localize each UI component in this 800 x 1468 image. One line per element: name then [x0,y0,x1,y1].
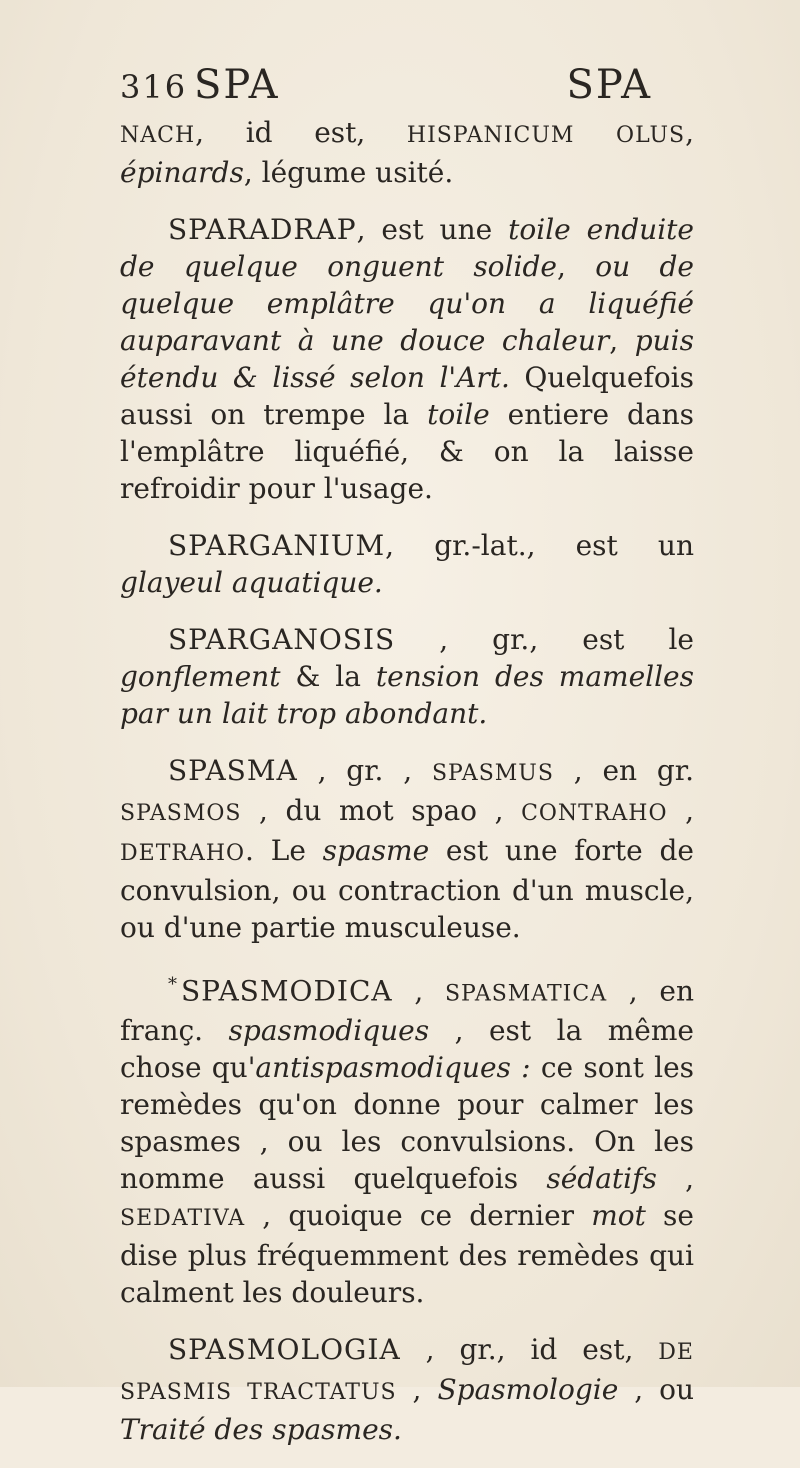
entry-text: , [392,974,445,1008]
entry-text: , gr.-lat., est un [385,529,694,562]
entry-text: , gr., id est, [400,1333,659,1367]
entry-nach [120,114,694,191]
page-number: 316 [120,68,188,106]
italic-term: toile enduite de quelque onguent solide [120,213,694,283]
entry-headword: SPARADRAP [168,213,357,246]
entry-text: ce sont les remèdes qu'on donne pour calmer les spasmes , ou les convulsions. On les nomme aussi quelquefois [120,1051,695,1196]
italic-term: puis étendu & lissé selon l'Art. [120,324,694,394]
entry-text: & la [280,660,376,693]
italic-term: sédatifs [546,1162,657,1196]
entry-headword: SPARGANIUM [168,529,386,562]
italic-term: Spasmologie [437,1373,619,1407]
entry-text: , du mot spao , [241,794,522,827]
italic-term: spasme [322,834,430,867]
entry-text: , est la même chose qu' [120,1014,694,1085]
entry-text: , [667,794,694,827]
italic-term: tension des mamelles par un lait trop abondant. [120,660,694,730]
entry-text: Quelquefois aussi on trempe la [120,361,694,431]
entry-text: est une forte de convulsion, ou contraction d'un muscle, ou d'une partie musculeuse. [120,834,694,944]
italic-term: ou de quelque emplâtre qu'on a liquéfié auparavant à une douce chaleur [120,250,694,357]
entry-text: , gr., est le [395,623,694,656]
italic-term: mot [591,1199,646,1233]
entry-text: , quoique ce dernier [245,1199,592,1233]
small-caps-term: SPASMUS [431,761,554,786]
entry-text: , [656,1162,694,1196]
entry-text: entiere dans l'emplâtre liquéfié, & on la laisse refroidir pour l'usage. [120,398,695,505]
small-caps-term: SEDATIVA [120,1206,246,1232]
italic-term: antispasmodiques : [255,1051,531,1085]
italic-term: spasmodiques [228,1014,430,1048]
entry-headword: SPASMODICA [181,974,393,1008]
entry-text: , ou [618,1373,695,1407]
italic-term: épinards [120,156,244,189]
small-caps-term: DETRAHO [120,841,246,866]
small-caps-term: SPASMATICA [444,981,608,1007]
entry-text: , id est, [195,116,407,149]
entry-spasmologia [120,1331,694,1448]
entry-headword: SPARGANOSIS [168,623,396,656]
small-caps-term: CONTRAHO [521,801,668,826]
entry-fragment: NACH [120,123,196,148]
entry-text: , en gr. [553,754,694,787]
italic-term: glayeul aquatique. [120,566,383,599]
left-running-head: SPA [194,62,280,108]
asterisk-mark: * [168,974,177,995]
running-header [120,62,680,108]
italic-term: Traité des spasmes. [120,1413,402,1447]
entry-text: , gr. , [297,754,432,787]
entry-spasma [120,752,694,946]
entry-text: , [556,250,596,283]
entry-text: , [396,1373,438,1407]
entry-text: se dise plus fréquemment des remèdes qui calment les douleurs. [120,1199,694,1310]
italic-term: gonflement [120,660,281,693]
small-caps-term: DE SPASMIS TRACTATUS [120,1340,694,1406]
entry-text: , légume usité. [243,156,454,189]
entry-text: , en franç. [120,974,694,1048]
small-caps-term: OLUS [616,123,686,148]
entry-sparganosis [120,621,694,732]
entry-spasmodica [120,966,694,1311]
entry-headword: SPASMOLOGIA [168,1333,401,1367]
entry-text: , est une [356,213,509,246]
entry-sparganium [120,527,694,601]
entry-text: , [609,324,635,357]
text-column [120,114,694,1468]
right-running-head: SPA [566,62,652,108]
entry-text: . Le [245,834,323,867]
entry-headword: SPASMA [168,754,298,787]
entry-text: , [685,116,694,149]
italic-term: toile [427,398,490,431]
entry-sparadrap [120,211,694,507]
small-caps-term: HISPANICUM [406,123,575,148]
small-caps-term: SPASMOS [120,801,242,826]
